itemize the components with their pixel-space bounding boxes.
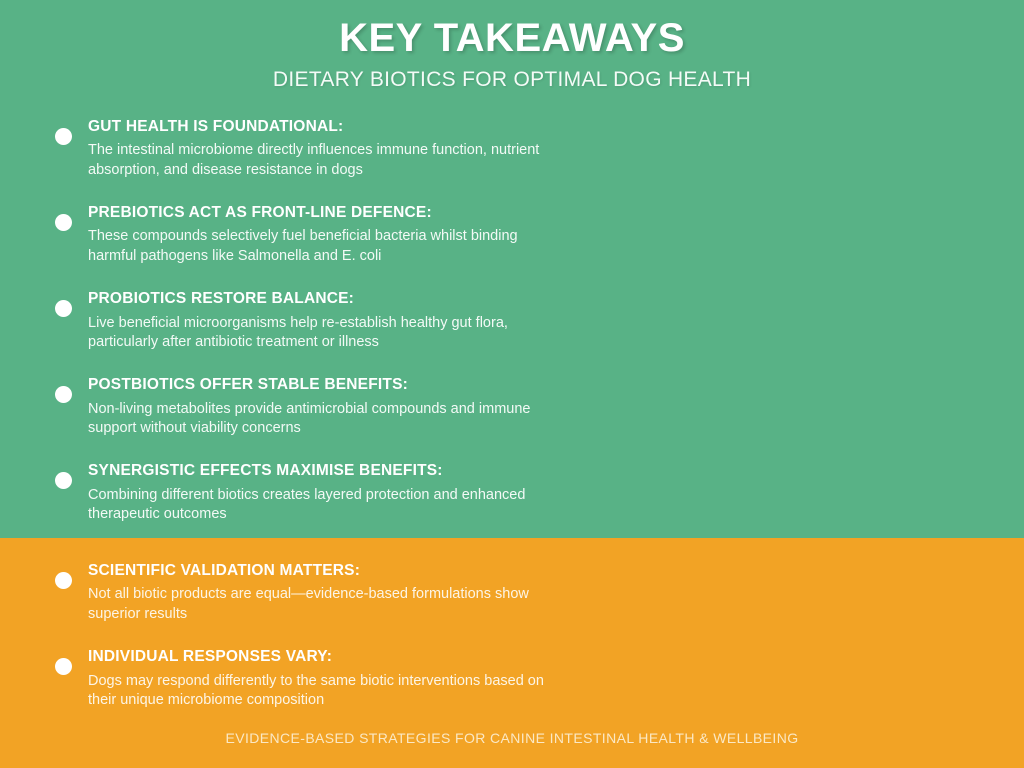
bullet-dot-icon bbox=[55, 128, 72, 145]
green-points-list bbox=[0, 116, 1024, 524]
slide-header bbox=[0, 0, 1024, 92]
list-item-heading: PROBIOTICS RESTORE BALANCE: bbox=[88, 290, 355, 308]
list-item bbox=[55, 460, 1024, 524]
list-item-heading: GUT HEALTH IS FOUNDATIONAL: bbox=[88, 117, 344, 135]
bullet-dot-icon bbox=[55, 472, 72, 489]
list-item-body: Dogs may respond differently to the same biotic interventions based on their unique microbiome composition bbox=[88, 672, 544, 708]
list-item-body: Live beneficial microorganisms help re-establish healthy gut flora, particularly after antibiotic treatment or illness bbox=[88, 314, 508, 350]
list-item-heading: SYNERGISTIC EFFECTS MAXIMISE BENEFITS: bbox=[88, 462, 443, 480]
list-item-heading: POSTBIOTICS OFFER STABLE BENEFITS: bbox=[88, 376, 408, 394]
list-item-heading: SCIENTIFIC VALIDATION MATTERS: bbox=[88, 562, 361, 579]
list-item-body: The intestinal microbiome directly influences immune function, nutrient absorption, and disease resistance in dogs bbox=[88, 142, 540, 178]
bullet-dot-icon bbox=[55, 214, 72, 231]
list-item-body: Non-living metabolites provide antimicrobial compounds and immune support without viability concerns bbox=[88, 400, 531, 436]
list-item bbox=[55, 646, 1024, 710]
orange-points-list bbox=[0, 538, 1024, 710]
list-item bbox=[55, 202, 1024, 266]
footer-text: EVIDENCE-BASED STRATEGIES FOR CANINE INTESTINAL HEALTH & WELLBEING bbox=[225, 730, 799, 746]
bullet-dot-icon bbox=[55, 658, 72, 675]
list-item bbox=[55, 116, 1024, 180]
page-subtitle: DIETARY BIOTICS FOR OPTIMAL DOG HEALTH bbox=[272, 67, 752, 91]
page-title: KEY TAKEAWAYS bbox=[339, 16, 685, 60]
bullet-dot-icon bbox=[55, 386, 72, 403]
orange-section bbox=[0, 538, 1024, 768]
list-item-body: Combining different biotics creates layered protection and enhanced therapeutic outcomes bbox=[88, 486, 526, 522]
list-item bbox=[55, 374, 1024, 438]
list-item bbox=[55, 560, 1024, 624]
bullet-dot-icon bbox=[55, 300, 72, 317]
list-item bbox=[55, 288, 1024, 352]
list-item-body: These compounds selectively fuel beneficial bacteria whilst binding harmful pathogens like Salmonella and E. coli bbox=[88, 228, 518, 264]
list-item-body: Not all biotic products are equal—evidence-based formulations show superior results bbox=[88, 586, 529, 622]
list-item-heading: INDIVIDUAL RESPONSES VARY: bbox=[88, 648, 333, 666]
bullet-dot-icon bbox=[55, 572, 72, 589]
list-item-heading: PREBIOTICS ACT AS FRONT-LINE DEFENCE: bbox=[88, 204, 432, 222]
